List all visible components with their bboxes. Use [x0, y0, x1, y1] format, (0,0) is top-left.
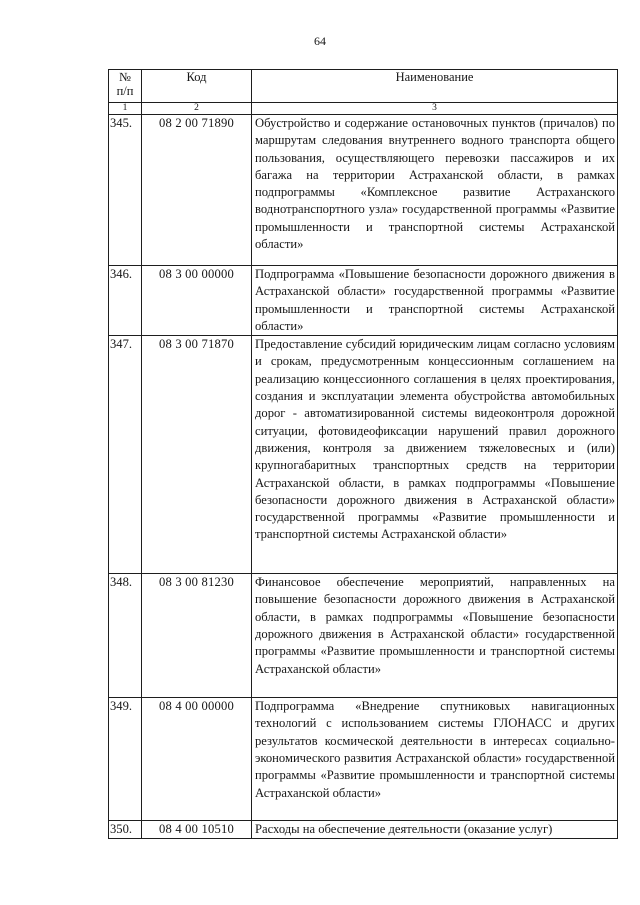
row-code: 08 2 00 71890 [142, 115, 252, 266]
row-code: 08 3 00 81230 [142, 574, 252, 698]
table-header-row [109, 70, 618, 103]
table-row [109, 336, 618, 574]
row-code: 08 4 00 10510 [142, 821, 252, 839]
row-number: 350. [109, 821, 142, 839]
table-row [109, 821, 618, 839]
row-name: Финансовое обеспечение мероприятий, направленных на повышение безопасности дорожного движения в Астраханской области, в рамках подпрограммы «Повышение безопасности дорожного движения в Астраханской области» государственной программы «Развитие промышленности и транспортной системы Астраханской области» [252, 574, 618, 698]
row-name: Предоставление субсидий юридическим лицам согласно условиям и срокам, предусмотренным концессионным соглашением на реализацию концессионного соглашения в целях проектирования, создания и эксплуатации элемента обустройства автомобильных дорог - автоматизированной системы видеоконтроля дорожной ситуации, фотовидеофиксации нарушений правил дорожного движения, контроля за движением тяжеловесных и (или) крупногабаритных транспортных средств на территории Астраханской области, в рамках подпрограммы «Повышение безопасности дорожного движения в Астраханской области» государственной программы «Развитие промышленности и транспортной системы Астраханской области» [252, 336, 618, 574]
table-row [109, 574, 618, 698]
header-num: № п/п [109, 70, 142, 103]
column-index-3: 3 [252, 103, 618, 115]
row-number: 346. [109, 266, 142, 336]
column-index-row [109, 103, 618, 115]
row-name: Расходы на обеспечение деятельности (оказание услуг) [252, 821, 618, 839]
table-row [109, 115, 618, 266]
row-number: 348. [109, 574, 142, 698]
row-number: 345. [109, 115, 142, 266]
row-name: Подпрограмма «Внедрение спутниковых навигационных технологий с использованием системы ГЛОНАСС и других результатов космической деятельности в интересах социально-экономического развития Астраханской области» государственной программы «Развитие промышленности и транспортной системы Астраханской области» [252, 698, 618, 821]
page-number: 64 [314, 34, 326, 48]
row-code: 08 3 00 00000 [142, 266, 252, 336]
column-index-2: 2 [142, 103, 252, 115]
row-code: 08 3 00 71870 [142, 336, 252, 574]
row-number: 349. [109, 698, 142, 821]
header-code: Код [142, 70, 252, 103]
row-name: Подпрограмма «Повышение безопасности дорожного движения в Астраханской области» государственной программы «Развитие промышленности и транспортной системы Астраханской области» [252, 266, 618, 336]
table-row [109, 266, 618, 336]
header-name: Наименование [252, 70, 618, 103]
row-name: Обустройство и содержание остановочных пунктов (причалов) по маршрутам следования внутреннего водного транспорта общего пользования, осуществляющего перевозки пассажиров и их багажа на территории Астраханской области, в рамках подпрограммы «Комплексное развитие Астраханского воднотранспортного узла» государственной программы «Развитие промышленности и транспортной системы Астраханской области» [252, 115, 618, 266]
row-code: 08 4 00 00000 [142, 698, 252, 821]
table-row [109, 698, 618, 821]
column-index-1: 1 [109, 103, 142, 115]
row-number: 347. [109, 336, 142, 574]
classification-table [108, 69, 618, 839]
